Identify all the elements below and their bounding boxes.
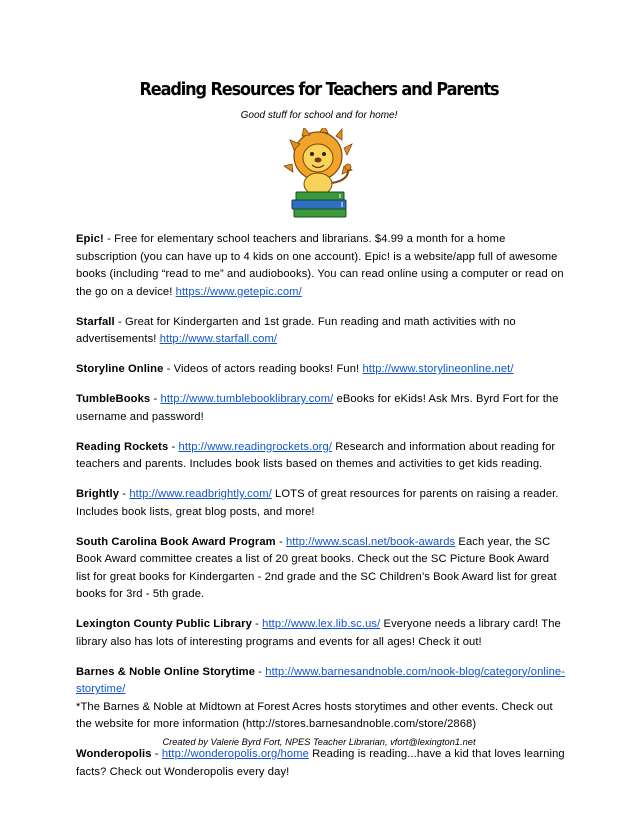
resource-description: - Free for elementary school teachers and librarians. $4.99 a month for a home subscription (you can have up to 4 kids on one account). Epic! is a website/app full of awesome books (including “read to me” and audiobooks). You can read online using a computer or read on the go on a device! [76,233,564,298]
resource-link[interactable]: http://www.lex.lib.sc.us/ [262,618,381,630]
resource-name: Lexington County Public Library [76,618,252,630]
lion-face [303,144,333,172]
resource-link[interactable]: http://www.storylineonline.net/ [362,363,514,375]
resource-description: - [168,440,179,453]
page-title: Reading Resources for Teachers and Parents [139,80,499,100]
resource-description: - [150,393,161,405]
resource-description: - [275,535,286,548]
resource-link[interactable]: http://www.barnesandnoble.com/nook-blog/category/online-storytime/ [76,665,566,695]
footer-credit: Created by Valerie Byrd Fort, NPES Teacher Librarian, vfort@lexington1.net [162,737,476,747]
resource-description: - [151,748,162,760]
resource-name: Brightly [76,488,120,500]
resource-description-after: Each year, the SC Book Award committee creates a list of 20 great books. Check out the SC Picture Book Award list for great books for Kindergarten - 2nd grade and the SC Children’s Book Award list for great books for 3rd - 5th grade. [76,535,557,600]
resource-description-after: Everyone needs a library card! The library also has lots of interesting programs and events for all ages! Check it out! [76,618,561,648]
resource-name: Storyline Online [76,363,164,375]
resource-list [76,231,566,794]
resource-note: *The Barnes & Noble at Midtown at Forest Acres hosts storytimes and other events. Check out the website for more information (http://stores.barnesandnoble.com/store/2868) [76,700,553,730]
resource-link[interactable]: http://www.readingrockets.org/ [178,440,333,453]
resource-sc-book-award [76,534,566,604]
resource-description-after: LOTS of great resources for parents on raising a reader. Includes book lists, great blog posts, and more! [76,488,559,518]
resource-epic [76,231,566,301]
resource-wonderopolis [76,746,566,781]
resource-link[interactable]: http://www.scasl.net/book-awards [285,535,456,548]
resource-brightly [76,486,566,521]
resource-barnes-noble [76,664,566,734]
resource-link[interactable]: https://www.getepic.com/ [175,285,302,298]
resource-name: Reading Rockets [76,440,169,453]
resource-link[interactable]: http://www.readbrightly.com/ [129,488,272,500]
resource-name: South Carolina Book Award Program [76,535,276,548]
resource-description: - Great for Kindergarten and 1st grade. Fun reading and math activities with no advertisements! [76,315,516,345]
resource-reading-rockets [76,439,566,474]
resource-name: Barnes & Noble Online Storytime [76,665,256,678]
resource-name: Epic! [76,233,104,245]
resource-description: - Videos of actors reading books! Fun! [163,363,363,375]
resource-description: - [255,665,266,678]
resource-description-after: Reading is reading...have a kid that loves learning facts? Check out Wonderopolis every day! [76,748,565,778]
resource-starfall [76,314,566,349]
resource-description: - [119,488,130,500]
resource-name: Starfall [76,315,115,328]
resource-lexington-library [76,616,566,651]
resource-link[interactable]: http://www.starfall.com/ [159,333,278,345]
resource-name: Wonderopolis [76,748,152,760]
resource-description-after: eBooks for eKids! Ask Mrs. Byrd Fort for the username and password! [76,393,559,423]
lion-on-books-icon [270,128,370,218]
resource-name: TumbleBooks [76,393,151,405]
page-subtitle: Good stuff for school and for home! [240,110,398,121]
resource-link[interactable]: http://wonderopolis.org/home [161,748,309,760]
resource-storyline-online [76,361,566,379]
book-stack [292,192,346,217]
resource-link[interactable]: http://www.tumblebooklibrary.com/ [160,393,334,405]
resource-tumblebooks [76,391,566,426]
resource-description-after: Research and information about reading for teachers and parents. Includes book lists based on themes and activities to get kids reading. [76,440,556,470]
resource-description: - [251,618,263,630]
